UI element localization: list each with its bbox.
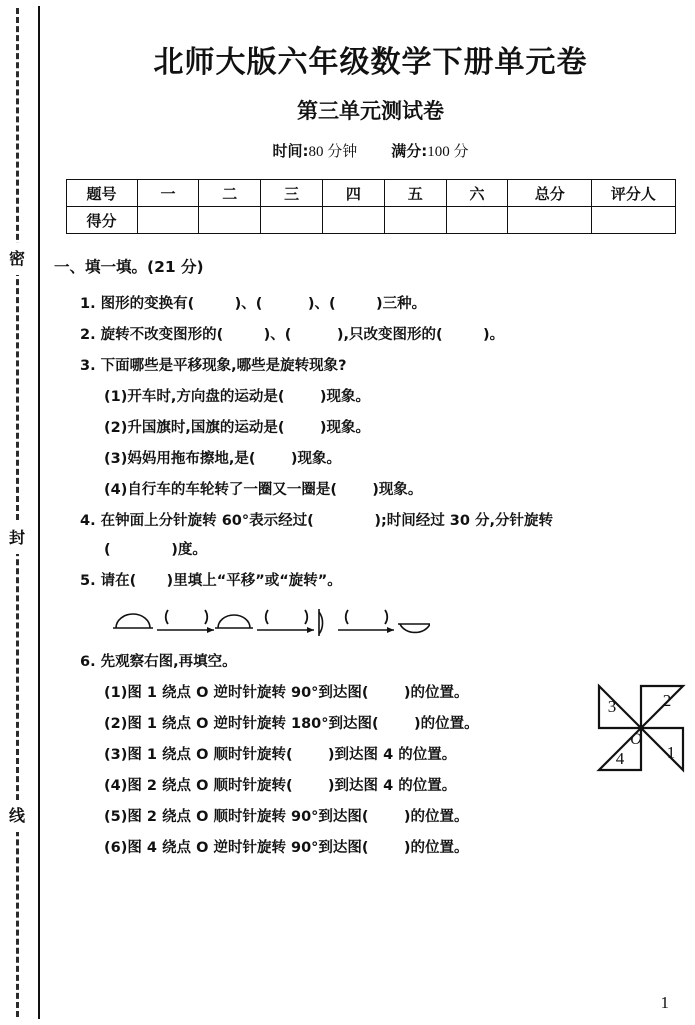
- arrow-2: [257, 610, 314, 633]
- score-cell[interactable]: [384, 207, 446, 234]
- table-row-headers: [66, 180, 675, 207]
- score-cell[interactable]: [137, 207, 199, 234]
- question-6-block: [52, 642, 695, 859]
- question-3: 3. 下面哪些是平移现象,哪些是旋转现象?: [80, 358, 347, 374]
- pinwheel-label-2: 2: [662, 691, 672, 710]
- score-table-header-cell: 三: [261, 180, 323, 207]
- pinwheel-blade-3: [599, 686, 641, 728]
- score-cell[interactable]: [323, 207, 385, 234]
- question-3-item-1: (1)开车时,方向盘的运动是( )现象。: [104, 389, 370, 405]
- score-cell[interactable]: [508, 207, 591, 234]
- exam-total-value: 100 分: [427, 144, 469, 160]
- arrow-1: [157, 610, 214, 633]
- exam-duration-value: 80 分钟: [308, 144, 358, 160]
- exam-content: [46, 234, 695, 859]
- shape-semicircle-bowl-up: [398, 624, 430, 632]
- pinwheel-blade-1: [641, 728, 683, 770]
- exam-total-score: [391, 141, 468, 162]
- score-table-header-cell: 四: [323, 180, 385, 207]
- score-cell[interactable]: [261, 207, 323, 234]
- question-6-item-6: (6)图 4 绕点 O 逆时针旋转 90°到达图( )的位置。: [104, 840, 469, 856]
- score-table-container: [46, 162, 695, 234]
- score-cell[interactable]: [199, 207, 261, 234]
- exam-page: [46, 0, 695, 1025]
- pinwheel-label-1: 1: [666, 743, 676, 762]
- score-table-header-cell: 六: [446, 180, 508, 207]
- score-cell[interactable]: [446, 207, 508, 234]
- table-row-scores: [66, 207, 675, 234]
- page-number: 1: [660, 993, 669, 1012]
- seal-char-feng: 封: [5, 522, 29, 554]
- score-cell[interactable]: [591, 207, 675, 234]
- question-3-item-3: (3)妈妈用拖布擦地,是( )现象。: [104, 451, 341, 467]
- page-left-border: [38, 6, 40, 1019]
- pinwheel-rotation-diagram: [595, 682, 687, 774]
- score-table-header-cell: 评分人: [591, 180, 675, 207]
- question-6-item-3: (3)图 1 绕点 O 顺时针旋转( )到达图 4 的位置。: [104, 747, 457, 763]
- exam-meta: [46, 124, 695, 162]
- seal-dashed-line: [16, 8, 19, 1017]
- question-5: 5. 请在( )里填上“平移”或“旋转”。: [80, 573, 342, 589]
- score-table: [66, 179, 676, 234]
- section-heading-fill-in-blanks: 一、填一填。(21 分): [54, 258, 204, 276]
- question-4-continued: ( )度。: [104, 542, 207, 558]
- score-table-header-cell: 五: [384, 180, 446, 207]
- page-subtitle: 第三单元测试卷: [297, 99, 444, 123]
- exam-duration: [272, 141, 357, 162]
- score-table-header-cell: 一: [137, 180, 199, 207]
- pinwheel-label-3: 3: [607, 697, 617, 716]
- pinwheel-center-label-o: O: [630, 731, 642, 748]
- pinwheel-label-4: 4: [615, 749, 625, 768]
- question-6-item-2: (2)图 1 绕点 O 逆时针旋转 180°到达图( )的位置。: [104, 716, 479, 732]
- shape-semicircle-dome-up-2: [215, 615, 253, 628]
- arrow-3: [338, 610, 394, 633]
- question-6-figure: [595, 682, 687, 774]
- semicircle-transform-diagram: [110, 602, 430, 636]
- score-table-header-cell: 总分: [508, 180, 591, 207]
- page-title: 北师大版六年级数学下册单元卷: [153, 45, 588, 80]
- seal-line-margin: [0, 0, 46, 1025]
- score-table-header-cell: 二: [199, 180, 261, 207]
- question-6-item-5: (5)图 2 绕点 O 顺时针旋转 90°到达图( )的位置。: [104, 809, 469, 825]
- question-4: 4. 在钟面上分针旋转 60°表示经过( );时间经过 30 分,分针旋转: [80, 513, 554, 529]
- question-2: 2. 旋转不改变图形的( )、( ),只改变图形的( )。: [80, 327, 505, 343]
- question-1: 1. 图形的变换有( )、( )、( )三种。: [80, 296, 427, 312]
- score-table-header-cell: 题号: [66, 180, 137, 207]
- score-table-row-label: 得分: [66, 207, 137, 234]
- seal-char-mi: 密: [5, 243, 29, 275]
- shape-semicircle-dome-up-1: [113, 614, 153, 628]
- shape-semicircle-bulge-right: [319, 609, 323, 636]
- seal-char-xian: 线: [5, 800, 29, 832]
- question-3-item-2: (2)升国旗时,国旗的运动是( )现象。: [104, 420, 370, 436]
- question-5-figure: [52, 592, 695, 642]
- question-3-item-4: (4)自行车的车轮转了一圈又一圈是( )现象。: [104, 482, 423, 498]
- question-6-item-4: (4)图 2 绕点 O 顺时针旋转( )到达图 4 的位置。: [104, 778, 457, 794]
- question-6-item-1: (1)图 1 绕点 O 逆时针旋转 90°到达图( )的位置。: [104, 685, 469, 701]
- exam-total-label: 满分:: [391, 142, 428, 160]
- exam-duration-label: 时间:: [272, 142, 309, 160]
- question-6: 6. 先观察右图,再填空。: [80, 654, 237, 670]
